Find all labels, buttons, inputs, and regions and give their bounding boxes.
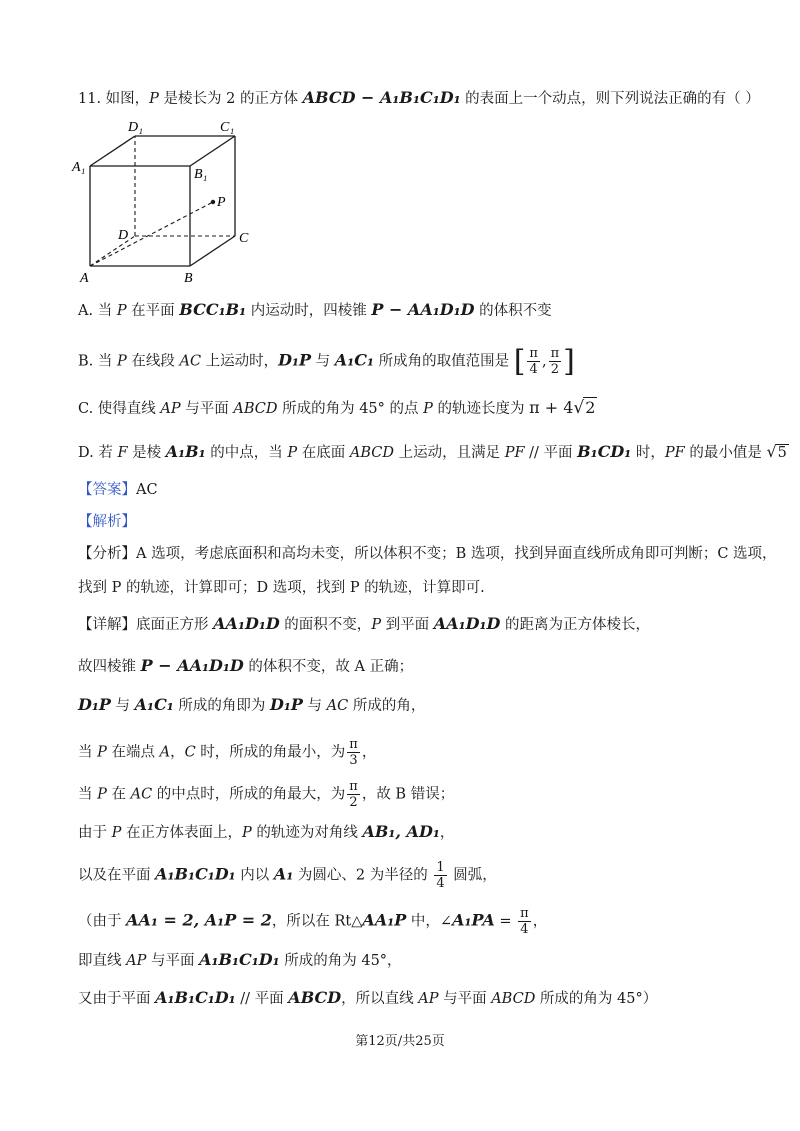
cube-figure [70,118,270,288]
fraction-pi-over-3: $\frac{\pi}{3}$ [349,737,358,768]
fraction-pi-over-2: $\frac{\pi}{2}$ [349,779,358,810]
edge-d1a1 [90,136,135,166]
dashed-ap [90,202,213,266]
edge-b1c1 [190,136,235,166]
sqrt-symbol: √ [766,442,777,461]
detail-line-7: 以及在平面 A₁B₁C₁D₁ 内以 A₁ 为圆心、2 为半径的 $\frac{1}{4}$ 圆弧， [78,860,497,891]
detail-line-2: 故四棱锥 P − AA₁D₁D 的体积不变，故 A 正确； [78,656,414,675]
label-c: C [239,231,249,246]
option-d: D. 若 F 是棱 A₁B₁ 的中点，当 P 在底面 ABCD 上运动，且满足 PF // 平面 B₁CD₁ 时，PF 的最小值是 √5 [78,442,787,461]
detail-line-4: 当 P 在端点 A，C 时，所成的角最小，为 $\frac{\pi}{3}$ ， [78,737,377,768]
fraction-pi-over-4: $\frac{\pi}{4}$ [520,906,529,937]
label-c1: C₁ [220,120,235,135]
label-d: D [118,228,129,243]
hidden-edge-ad [90,236,135,266]
right-bracket: ] [563,343,575,379]
label-d1: D₁ [128,120,143,135]
cube-name: ABCD − A₁B₁C₁D₁ [302,88,461,107]
label-b1: B₁ [194,167,208,182]
answer-value: AC [136,482,158,498]
detail-line-1: 【详解】底面正方形 AA₁D₁D 的面积不变，P 到平面 AA₁D₁D 的距离为正方体棱长， [78,614,650,633]
detail-line-10: 又由于平面 A₁B₁C₁D₁ // 平面 ABCD，所以直线 AP 与平面 ABCD 所成的角为 45°） [78,988,658,1007]
label-a1: A₁ [72,160,86,175]
detail-line-8: （由于 AA₁ = 2, A₁P = 2，所以在 Rt△AA₁P 中，∠A₁PA = $\frac{\pi}{4}$ ， [78,906,548,937]
option-a: A. 当 P 在平面 BCC₁B₁ 内运动时，四棱锥 P − AA₁D₁D 的体积不变 [78,300,552,319]
left-bracket: [ [513,343,526,379]
edge-bc [190,236,235,266]
detail-line-3: D₁P 与 A₁C₁ 所成的角即为 D₁P 与 AC 所成的角， [78,695,426,714]
option-b: B. 当 P 在线段 AC 上运动时，D₁P 与 A₁C₁ 所成角的取值范围是 [ $\frac{\pi}{4}$ , $\frac{\pi}{2}$ ] [78,343,575,379]
option-c: C. 使得直线 AP 与平面 ABCD 所成的角为 45° 的点 P 的轨迹长度为 π + 4√2 [78,398,596,418]
label-p: P [217,195,226,210]
detail-line-5: 当 P 在 AC 的中点时，所成的角最大，为 $\frac{\pi}{2}$ ，故 B 错误； [78,779,455,810]
analysis-tag: 【解析】 [78,514,136,530]
page-footer: 第12页/共25页 [355,1034,445,1049]
answer-tag: 【答案】 [78,482,136,498]
fraction-one-quarter: $\frac{1}{4}$ [436,860,445,891]
question-stem: 11. 如图，P 是棱长为 2 的正方体 ABCD − A₁B₁C₁D₁ 的表面上一个动点，则下列说法正确的有（ ） [78,88,760,107]
detail-line-9: 即直线 AP 与平面 A₁B₁C₁D₁ 所成的角为 45°， [78,950,402,969]
answer-line [78,480,158,500]
label-a: A [80,271,89,286]
fraction-pi-over-4: $\frac{\pi}{4}$ [529,346,538,377]
fraction-pi-over-2: $\frac{\pi}{2}$ [550,346,560,377]
fenxi-line-2: 找到 P 的轨迹，计算即可；D 选项，找到 P 的轨迹，计算即可. [78,580,485,596]
sqrt-symbol: √ [573,398,585,418]
detail-line-6: 由于 P 在正方体表面上，P 的轨迹为对角线 AB₁, AD₁， [78,822,455,841]
label-b: B [184,271,193,286]
question-number: 11. [78,91,102,107]
point-p [211,200,215,204]
fenxi-line-1: 【分析】A 选项，考虑底面积和高均未变，所以体积不变；B 选项，找到异面直线所成角即可判断；C 选项， [78,546,777,562]
